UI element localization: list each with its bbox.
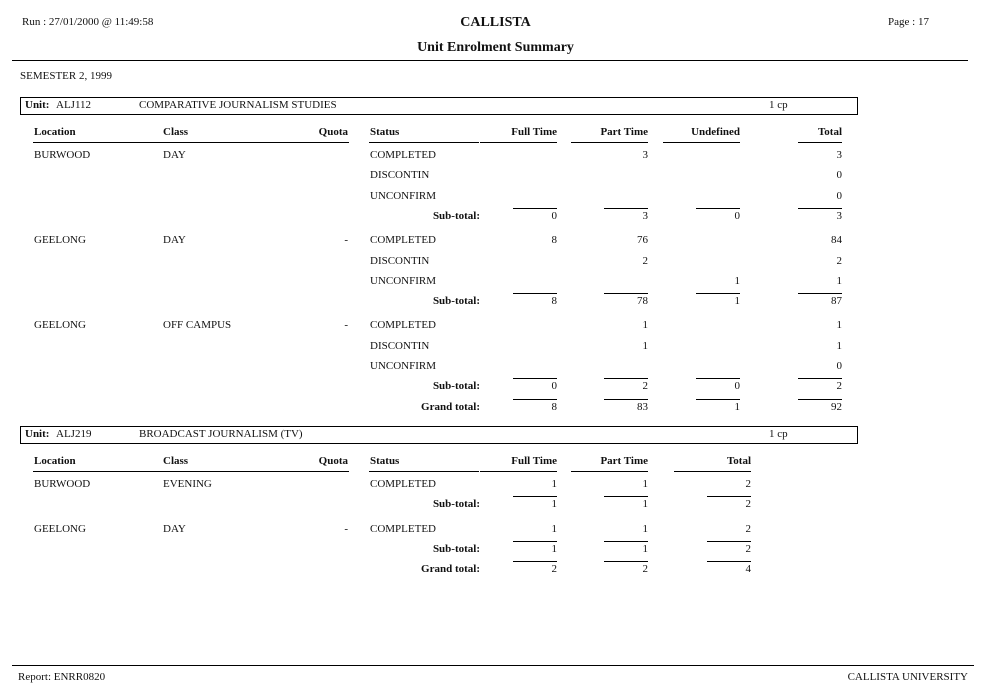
grand-total-rule <box>707 561 751 562</box>
part-value: 3 <box>642 149 648 161</box>
header-underline-location-quota <box>33 142 349 143</box>
location-cell: BURWOOD <box>34 149 91 161</box>
status-cell: UNCONFIRM <box>370 189 437 202</box>
unit-label: Unit: <box>25 99 50 111</box>
unit-name: COMPARATIVE JOURNALISM STUDIES <box>139 99 337 111</box>
status-cell: COMPLETED <box>370 234 436 247</box>
subtotal-undef: 0 <box>734 380 740 393</box>
subtotal-label: Sub-total: <box>432 542 480 555</box>
full-value: 8 <box>551 234 557 247</box>
undef-value: 1 <box>734 274 740 287</box>
subtotal-full: 1 <box>551 498 557 511</box>
subtotal-total: 87 <box>831 295 842 308</box>
subtotal-part: 2 <box>642 380 648 393</box>
total-value: 1 <box>836 274 842 287</box>
unit-header-box <box>20 97 858 115</box>
part-value: 1 <box>642 478 648 490</box>
header-underline-location-quota <box>33 471 349 472</box>
header-underline-full <box>480 471 557 472</box>
grand-total-rule <box>513 561 557 562</box>
column-header-status: Status <box>370 455 400 467</box>
full-value: 1 <box>551 522 557 535</box>
location-cell: GEELONG <box>34 522 86 535</box>
subtotal-total: 3 <box>836 209 842 222</box>
subtotal-rule <box>707 541 751 542</box>
column-header-total: Total <box>817 126 842 138</box>
total-value: 2 <box>836 254 842 267</box>
header-underline-undef <box>663 142 740 143</box>
grand-total-part: 2 <box>642 563 648 576</box>
column-header-undefined: Undefined <box>691 126 740 138</box>
subtotal-part: 3 <box>642 209 648 222</box>
class-cell: DAY <box>163 234 186 247</box>
total-value: 2 <box>745 522 751 535</box>
subtotal-rule <box>604 208 648 209</box>
full-value: 1 <box>551 478 557 490</box>
column-header-status: Status <box>370 126 400 138</box>
subtotal-total: 2 <box>836 380 842 393</box>
location-cell: BURWOOD <box>34 478 91 490</box>
grand-total-part: 83 <box>637 400 648 413</box>
subtotal-rule <box>604 293 648 294</box>
total-value: 1 <box>836 319 842 332</box>
header-underline-status <box>369 471 479 472</box>
grand-total-rule <box>798 399 842 400</box>
subtotal-full: 0 <box>551 380 557 393</box>
grand-total-rule <box>513 399 557 400</box>
subtotal-rule <box>696 378 740 379</box>
location-cell: GEELONG <box>34 319 86 332</box>
subtotal-full: 0 <box>551 209 557 222</box>
part-value: 76 <box>637 234 648 247</box>
column-header-location: Location <box>34 455 76 467</box>
status-cell: DISCONTIN <box>370 254 430 267</box>
header-divider <box>12 60 968 61</box>
subtotal-rule <box>707 496 751 497</box>
column-header-quota: Quota <box>318 455 348 467</box>
subtotal-rule <box>696 293 740 294</box>
column-header-part-time: Part Time <box>600 126 648 138</box>
subtotal-rule <box>696 208 740 209</box>
part-value: 1 <box>642 339 648 352</box>
class-cell: DAY <box>163 522 186 535</box>
quota-cell: - <box>344 522 348 535</box>
column-header-class: Class <box>163 126 189 138</box>
status-cell: COMPLETED <box>370 478 436 490</box>
column-header-full-time: Full Time <box>511 455 557 467</box>
subtotal-part: 78 <box>637 295 648 308</box>
institution-name: CALLISTA UNIVERSITY <box>847 671 968 683</box>
column-header-class: Class <box>163 455 189 467</box>
run-timestamp: Run : 27/01/2000 @ 11:49:58 <box>22 16 154 28</box>
subtotal-rule <box>513 208 557 209</box>
header-underline-status <box>369 142 479 143</box>
header-underline-part <box>571 471 648 472</box>
unit-credit-points: 1 cp <box>769 99 788 111</box>
subtotal-label: Sub-total: <box>432 209 480 222</box>
quota-cell: - <box>344 319 348 332</box>
unit-header-box <box>20 426 858 444</box>
status-cell: COMPLETED <box>370 319 436 332</box>
grand-total-rule <box>604 399 648 400</box>
status-cell: COMPLETED <box>370 522 436 535</box>
page-number: Page : 17 <box>888 16 929 28</box>
total-value: 0 <box>836 169 842 182</box>
total-value: 3 <box>836 149 842 161</box>
column-header-full-time: Full Time <box>511 126 557 138</box>
total-value: 0 <box>836 189 842 202</box>
unit-name: BROADCAST JOURNALISM (TV) <box>139 428 303 440</box>
grand-total-total: 92 <box>831 400 842 413</box>
system-name: CALLISTA <box>460 15 531 30</box>
subtotal-undef: 0 <box>734 209 740 222</box>
subtotal-rule <box>798 208 842 209</box>
total-value: 1 <box>836 339 842 352</box>
status-cell: COMPLETED <box>370 149 436 161</box>
grand-total-label: Grand total: <box>421 400 480 413</box>
unit-label: Unit: <box>25 428 50 440</box>
subtotal-rule <box>513 496 557 497</box>
total-value: 0 <box>836 360 842 372</box>
part-value: 1 <box>642 522 648 535</box>
subtotal-part: 1 <box>642 498 648 511</box>
unit-code: ALJ112 <box>56 99 92 111</box>
class-cell: DAY <box>163 149 186 161</box>
unit-code: ALJ219 <box>56 428 92 440</box>
semester-label: SEMESTER 2, 1999 <box>20 70 112 82</box>
status-cell: DISCONTIN <box>370 339 430 352</box>
header-underline-part <box>571 142 648 143</box>
column-header-quota: Quota <box>318 126 348 138</box>
grand-total-total: 4 <box>745 563 751 576</box>
subtotal-rule <box>513 541 557 542</box>
header-underline-total <box>674 471 751 472</box>
subtotal-full: 1 <box>551 542 557 555</box>
grand-total-label: Grand total: <box>421 563 480 576</box>
header-underline-full <box>480 142 557 143</box>
subtotal-rule <box>798 293 842 294</box>
class-cell: OFF CAMPUS <box>163 319 232 332</box>
subtotal-rule <box>513 293 557 294</box>
report-title: Unit Enrolment Summary <box>417 40 574 55</box>
subtotal-full: 8 <box>551 295 557 308</box>
subtotal-label: Sub-total: <box>432 380 480 393</box>
subtotal-rule <box>798 378 842 379</box>
column-header-location: Location <box>34 126 76 138</box>
total-value: 84 <box>831 234 842 247</box>
column-header-part-time: Part Time <box>600 455 648 467</box>
subtotal-undef: 1 <box>734 295 740 308</box>
subtotal-rule <box>513 378 557 379</box>
subtotal-label: Sub-total: <box>432 498 480 511</box>
subtotal-rule <box>604 378 648 379</box>
grand-total-undef: 1 <box>734 400 740 413</box>
footer-divider <box>12 665 974 666</box>
subtotal-total: 2 <box>745 498 751 511</box>
status-cell: UNCONFIRM <box>370 274 437 287</box>
total-value: 2 <box>745 478 751 490</box>
subtotal-rule <box>604 541 648 542</box>
location-cell: GEELONG <box>34 234 86 247</box>
column-header-total: Total <box>726 455 751 467</box>
part-value: 1 <box>642 319 648 332</box>
grand-total-rule <box>604 561 648 562</box>
status-cell: DISCONTIN <box>370 169 430 182</box>
grand-total-full: 8 <box>551 400 557 413</box>
report-code: Report: ENRR0820 <box>18 671 106 683</box>
grand-total-rule <box>696 399 740 400</box>
grand-total-full: 2 <box>551 563 557 576</box>
unit-credit-points: 1 cp <box>769 428 788 440</box>
status-cell: UNCONFIRM <box>370 360 437 372</box>
header-underline-total <box>798 142 842 143</box>
class-cell: EVENING <box>163 478 212 490</box>
part-value: 2 <box>642 254 648 267</box>
subtotal-label: Sub-total: <box>432 295 480 308</box>
quota-cell: - <box>344 234 348 247</box>
subtotal-part: 1 <box>642 542 648 555</box>
subtotal-total: 2 <box>745 542 751 555</box>
subtotal-rule <box>604 496 648 497</box>
